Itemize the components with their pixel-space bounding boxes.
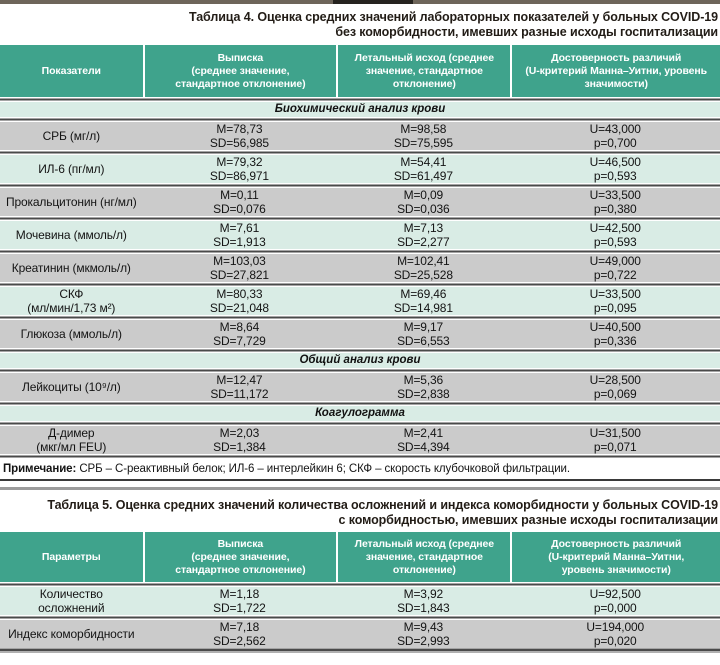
discharge-value-cell <box>143 320 337 348</box>
value-line: U=31,500 <box>589 426 641 440</box>
header-line: Летальный исход (среднее <box>354 51 494 64</box>
value-line: M=2,03 <box>219 426 260 440</box>
table-row <box>0 320 720 348</box>
significance-value-cell <box>510 155 720 183</box>
value-line: M=103,03 <box>213 254 266 268</box>
value-line: U=43,000 <box>589 122 641 136</box>
value-line: SD=0,036 <box>397 202 450 216</box>
value-line: M=69,46 <box>400 287 447 301</box>
significance-value-cell <box>510 254 720 282</box>
value-line: p=0,071 <box>593 440 637 454</box>
value-line: SD=21,048 <box>209 301 269 315</box>
lethal-value-cell <box>336 122 510 150</box>
table-4-title-line-2: без коморбидности, имевших разные исходы госпитализации <box>335 25 718 39</box>
discharge-value-cell <box>143 373 337 401</box>
table-5 <box>0 490 720 653</box>
value-line: U=33,500 <box>589 287 641 301</box>
lethal-value-cell <box>336 373 510 401</box>
table-row <box>0 221 720 249</box>
section-row: Коагулограмма <box>0 406 720 421</box>
row-label-cell <box>0 122 143 150</box>
value-line: M=7,61 <box>219 221 260 235</box>
table-4-body <box>0 97 720 459</box>
value-line: Прокальцитонин (нг/мл) <box>5 195 137 209</box>
value-line: SD=1,384 <box>213 440 266 454</box>
value-line: Глюкоза (ммоль/л) <box>20 327 122 341</box>
significance-value-cell <box>510 426 720 454</box>
value-line: SD=7,729 <box>213 334 266 348</box>
row-label-cell <box>0 188 143 216</box>
value-line: U=92,500 <box>589 587 641 601</box>
value-line: СКФ <box>59 287 84 301</box>
value-line: M=12,47 <box>216 373 263 387</box>
discharge-value-cell <box>143 620 337 648</box>
table-4 <box>0 4 720 481</box>
value-line: p=0,095 <box>593 301 637 315</box>
value-line: SD=2,277 <box>397 235 450 249</box>
significance-value-cell <box>510 188 720 216</box>
value-line: U=33,500 <box>589 188 641 202</box>
lethal-value-cell <box>336 587 510 615</box>
significance-value-cell <box>510 287 720 315</box>
table-5-bottom-rule <box>0 648 720 653</box>
header-line: Показатели <box>41 64 101 77</box>
value-line: Количество <box>39 587 103 601</box>
value-line: p=0,069 <box>593 387 637 401</box>
header-line: Выписка <box>217 51 264 64</box>
table-5-title-line-2: с коморбидностью, имевших разные исходы госпитализации <box>338 513 718 527</box>
value-line: Лейкоциты (10⁹/л) <box>21 380 121 394</box>
value-line: p=0,020 <box>593 634 637 648</box>
table-5-header-row <box>0 532 720 582</box>
row-label-cell <box>0 287 143 315</box>
table-5-title <box>0 490 720 532</box>
table-4-header-row <box>0 45 720 97</box>
header-line: Выписка <box>217 537 264 550</box>
value-line: SD=86,971 <box>209 169 269 183</box>
value-line: SD=61,497 <box>393 169 453 183</box>
header-line: Параметры <box>41 550 101 563</box>
header-line: отклонение) <box>392 563 456 576</box>
section-row: Биохимический анализ крови <box>0 102 720 117</box>
significance-value-cell <box>510 320 720 348</box>
header-line: значение, стандартное <box>365 64 483 77</box>
value-line: SD=27,821 <box>209 268 269 282</box>
row-label-cell <box>0 620 143 648</box>
header-cell-significance <box>510 532 720 582</box>
table-row <box>0 188 720 216</box>
value-line: (мл/мин/1,73 м²) <box>27 301 116 315</box>
value-line: SD=2,993 <box>397 634 450 648</box>
table-row <box>0 426 720 454</box>
header-cell-discharge <box>143 45 337 97</box>
value-line: M=9,43 <box>403 620 444 634</box>
row-label-cell <box>0 254 143 282</box>
value-line: U=28,500 <box>589 373 641 387</box>
value-line: p=0,593 <box>593 235 637 249</box>
discharge-value-cell <box>143 254 337 282</box>
table-4-title <box>0 4 720 45</box>
row-label-cell <box>0 426 143 454</box>
significance-value-cell <box>510 587 720 615</box>
value-line: U=194,000 <box>586 620 645 634</box>
value-line: p=0,700 <box>593 136 637 150</box>
significance-value-cell <box>510 221 720 249</box>
value-line: p=0,593 <box>593 169 637 183</box>
lethal-value-cell <box>336 221 510 249</box>
value-line: M=98,58 <box>400 122 447 136</box>
header-line: значимости) <box>584 77 648 90</box>
row-label-cell <box>0 155 143 183</box>
value-line: Индекс коморбидности <box>8 627 135 641</box>
value-line: Мочевина (ммоль/л) <box>15 228 127 242</box>
row-label-cell <box>0 221 143 249</box>
row-label-cell <box>0 373 143 401</box>
value-line: p=0,000 <box>593 601 637 615</box>
header-cell-lethal-outcome <box>336 45 510 97</box>
significance-value-cell <box>510 620 720 648</box>
table-row <box>0 620 720 648</box>
discharge-value-cell <box>143 155 337 183</box>
section-row: Общий анализ крови <box>0 353 720 368</box>
header-line: стандартное отклонение) <box>175 563 306 576</box>
lethal-value-cell <box>336 155 510 183</box>
value-line: Креатинин (мкмоль/л) <box>11 261 131 275</box>
header-cell-discharge <box>143 532 337 582</box>
table-row <box>0 122 720 150</box>
value-line: SD=2,838 <box>397 387 450 401</box>
header-line: (U-критерий Манна–Уитни, <box>548 550 685 563</box>
header-line: (среднее значение, <box>191 550 290 563</box>
value-line: M=3,92 <box>403 587 444 601</box>
value-line: M=79,32 <box>216 155 263 169</box>
significance-value-cell <box>510 373 720 401</box>
header-line: (среднее значение, <box>191 64 290 77</box>
note-label: Примечание: <box>3 463 77 475</box>
value-line: M=80,33 <box>216 287 263 301</box>
value-line: M=0,09 <box>403 188 444 202</box>
value-line: U=42,500 <box>589 221 641 235</box>
value-line: M=5,36 <box>403 373 444 387</box>
table-row <box>0 287 720 315</box>
header-cell-significance <box>510 45 720 97</box>
discharge-value-cell <box>143 426 337 454</box>
value-line: SD=1,843 <box>397 601 450 615</box>
table-row <box>0 155 720 183</box>
discharge-value-cell <box>143 221 337 249</box>
table-4-note <box>0 459 720 481</box>
value-line: M=2,41 <box>403 426 444 440</box>
page-top-rule <box>0 0 720 4</box>
header-line: Летальный исход (среднее <box>354 537 494 550</box>
header-line: уровень значимости) <box>561 563 671 576</box>
header-cell-parameters <box>0 532 143 582</box>
table-4-title-line-1: Таблица 4. Оценка средних значений лабораторных показателей у больных COVID-19 <box>188 10 718 24</box>
value-line: M=102,41 <box>397 254 450 268</box>
value-line: SD=1,913 <box>213 235 266 249</box>
value-line: SD=75,595 <box>393 136 453 150</box>
header-line: отклонение) <box>392 77 456 90</box>
table-row <box>0 373 720 401</box>
value-line: U=46,500 <box>589 155 641 169</box>
value-line: SD=11,172 <box>210 387 269 401</box>
row-label-cell <box>0 587 143 615</box>
discharge-value-cell <box>143 122 337 150</box>
table-5-title-line-1: Таблица 5. Оценка средних значений количества осложнений и индекса коморбидности у больных COVID-19 <box>47 498 718 512</box>
value-line: Д-димер <box>48 426 95 440</box>
value-line: M=0,11 <box>220 188 259 202</box>
value-line: U=40,500 <box>589 320 641 334</box>
value-line: M=9,17 <box>403 320 444 334</box>
value-line: M=8,64 <box>219 320 260 334</box>
value-line: (мкг/мл FEU) <box>36 440 107 454</box>
value-line: ИЛ-6 (пг/мл) <box>38 162 105 176</box>
table-row <box>0 254 720 282</box>
lethal-value-cell <box>336 188 510 216</box>
table-5-body <box>0 582 720 648</box>
discharge-value-cell <box>143 287 337 315</box>
header-line: значение, стандартное <box>365 550 483 563</box>
top-rule-accent <box>333 0 413 4</box>
value-line: осложнений <box>38 601 105 615</box>
value-line: M=7,13 <box>403 221 444 235</box>
discharge-value-cell <box>143 188 337 216</box>
value-line: SD=0,076 <box>213 202 266 216</box>
significance-value-cell <box>510 122 720 150</box>
value-line: U=49,000 <box>589 254 641 268</box>
lethal-value-cell <box>336 320 510 348</box>
lethal-value-cell <box>336 254 510 282</box>
value-line: M=7,18 <box>219 620 260 634</box>
value-line: SD=1,722 <box>213 601 266 615</box>
header-line: стандартное отклонение) <box>175 77 306 90</box>
header-line: Достоверность различий <box>551 51 682 64</box>
discharge-value-cell <box>143 587 337 615</box>
note-text: СРБ – С-реактивный белок; ИЛ-6 – интерлейкин 6; СКФ – скорость клубочковой фильтрации. <box>79 463 570 475</box>
lethal-value-cell <box>336 287 510 315</box>
lethal-value-cell <box>336 426 510 454</box>
value-line: SD=25,528 <box>393 268 453 282</box>
table-row <box>0 587 720 615</box>
value-line: SD=6,553 <box>397 334 450 348</box>
value-line: SD=14,981 <box>393 301 453 315</box>
value-line: M=54,41 <box>400 155 447 169</box>
value-line: p=0,380 <box>593 202 637 216</box>
value-line: SD=4,394 <box>397 440 450 454</box>
value-line: СРБ (мг/л) <box>42 129 100 143</box>
value-line: p=0,336 <box>593 334 637 348</box>
header-cell-indicators <box>0 45 143 97</box>
header-line: Достоверность различий <box>551 537 682 550</box>
header-cell-lethal-outcome <box>336 532 510 582</box>
value-line: SD=56,985 <box>209 136 269 150</box>
row-label-cell <box>0 320 143 348</box>
lethal-value-cell <box>336 620 510 648</box>
header-line: (U-критерий Манна–Уитни, уровень <box>525 64 708 77</box>
value-line: SD=2,562 <box>213 634 266 648</box>
value-line: M=1,18 <box>219 587 260 601</box>
value-line: p=0,722 <box>593 268 637 282</box>
value-line: M=78,73 <box>216 122 263 136</box>
